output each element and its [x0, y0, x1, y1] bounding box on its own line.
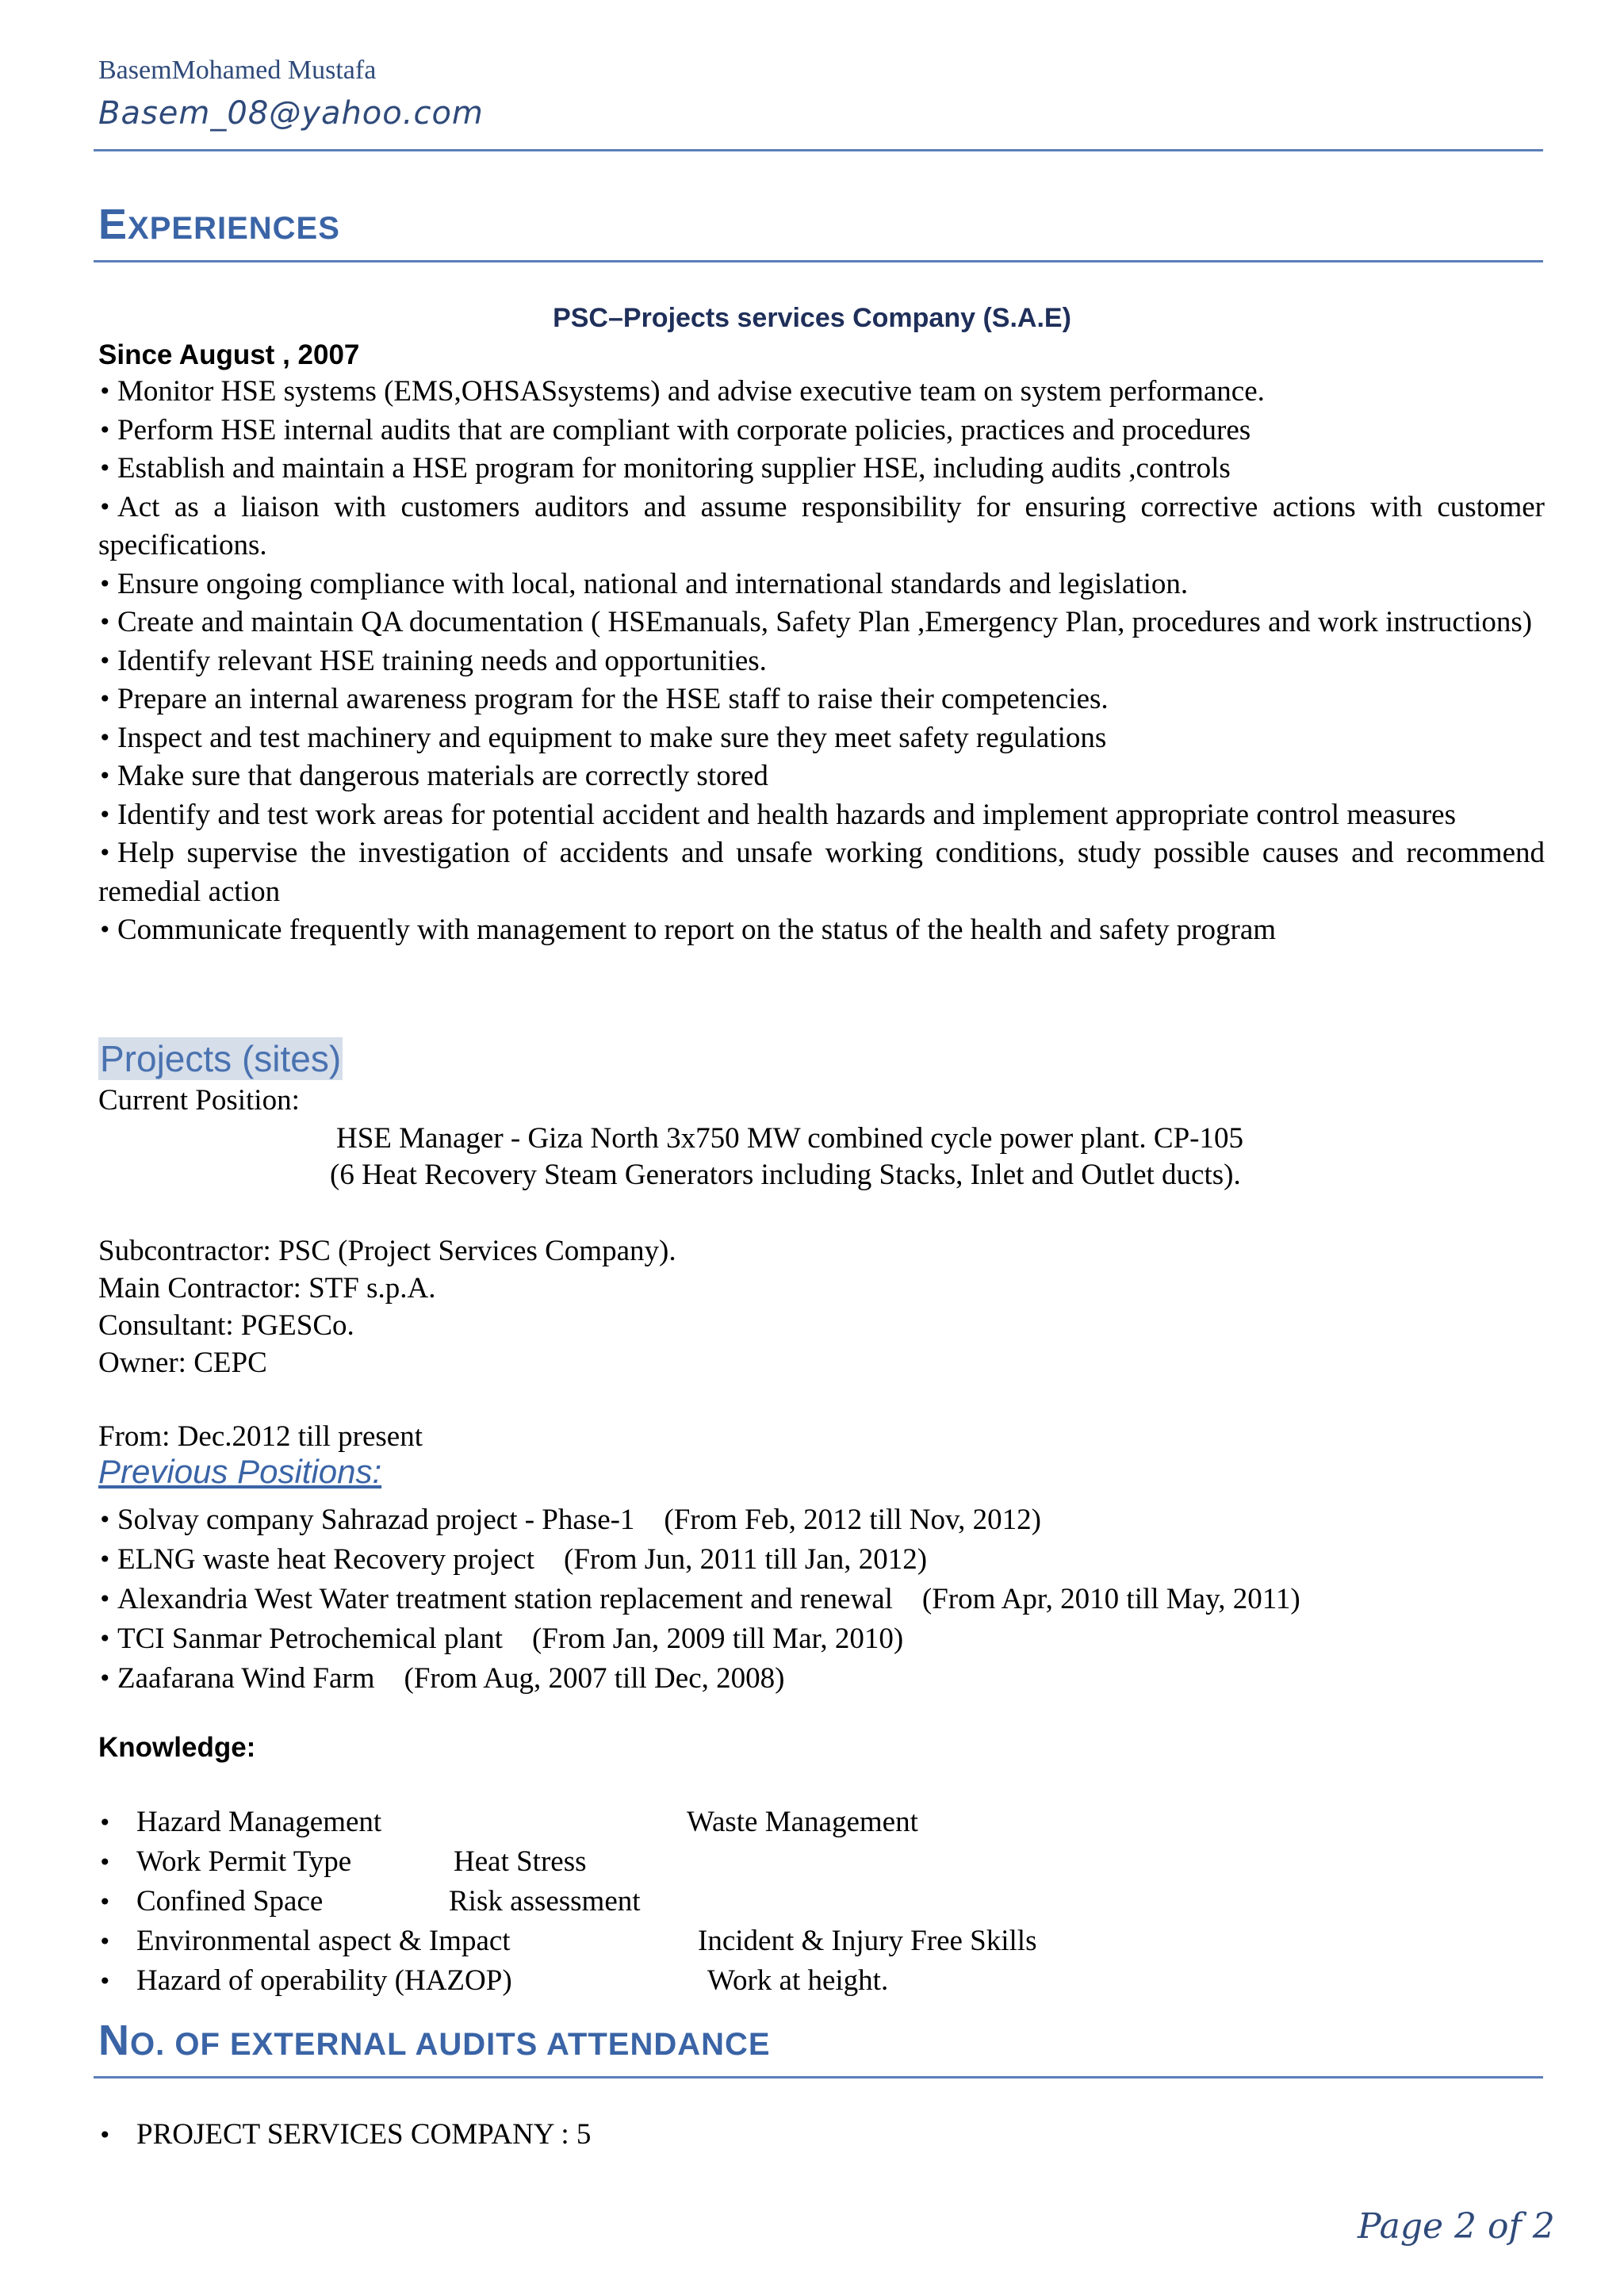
owner: Owner: CEPC — [98, 1347, 267, 1379]
author-name: BasemMohamed Mustafa — [98, 56, 377, 85]
bullet-icon: • — [98, 1889, 112, 1915]
page-number: Page 2 of 2 — [1358, 2206, 1555, 2247]
consultant: Consultant: PGESCo. — [98, 1309, 354, 1342]
company-name: PSC–Projects services Company (S.A.E) — [553, 303, 1071, 333]
list-item: • Communicate frequently with management to report on the status of the health and safety program — [98, 911, 1545, 950]
experiences-heading: EXPERIENCES — [98, 201, 340, 248]
list-item: • Identify relevant HSE training needs and opportunities. — [98, 642, 1545, 681]
bullet-icon: • — [98, 647, 112, 674]
list-item: • TCI Sanmar Petrochemical plant (From Jan, 2009 till Mar, 2010) — [98, 1619, 1300, 1659]
bullet-icon: • — [98, 378, 112, 404]
list-item: • Alexandria West Water treatment station replacement and renewal (From Apr, 2010 till May, 2011) — [98, 1580, 1300, 1619]
previous-positions-heading: Previous Positions: — [98, 1453, 382, 1490]
bullet-icon: • — [98, 493, 112, 520]
bullet-icon: • — [98, 840, 112, 866]
employment-start: Since August , 2007 — [98, 339, 360, 370]
list-item: • Ensure ongoing compliance with local, national and international standards and legislation. — [98, 565, 1545, 604]
current-position-scope: (6 Heat Recovery Steam Generators including Stacks, Inlet and Outlet ducts). — [330, 1159, 1241, 1191]
list-item: • ELNG waste heat Recovery project (From Jun, 2011 till Jan, 2012) — [98, 1540, 1300, 1580]
knowledge-item: Hazard Management — [136, 1806, 382, 1838]
bullet-icon: • — [98, 1849, 112, 1875]
projects-heading: Projects (sites) — [100, 1038, 342, 1079]
bullet-icon: • — [98, 1968, 112, 1994]
bullet-icon: • — [98, 570, 112, 597]
knowledge-item: Waste Management — [687, 1806, 918, 1838]
list-item: • Establish and maintain a HSE program for monitoring supplier HSE, including audits ,controls — [98, 450, 1545, 489]
bullet-icon: • — [98, 763, 112, 789]
list-item: • Perform HSE internal audits that are compliant with corporate policies, practices and procedures — [98, 412, 1545, 450]
knowledge-item: Environmental aspect & Impact — [136, 1925, 511, 1957]
bullet-icon: • — [98, 724, 112, 751]
knowledge-item: Work at height. — [707, 1964, 889, 1997]
subcontractor: Subcontractor: PSC (Project Services Company). — [98, 1235, 676, 1267]
bullet-icon: • — [98, 686, 112, 712]
experiences-divider — [94, 260, 1543, 262]
main-contractor: Main Contractor: STF s.p.A. — [98, 1272, 436, 1305]
list-item: • Act as a liaison with customers auditors and assume responsibility for ensuring corrective actions with customer specifications. — [98, 489, 1545, 565]
bullet-icon: • — [98, 609, 112, 635]
bullet-icon: • — [98, 1626, 112, 1652]
list-item: • Solvay company Sahrazad project - Phase-1 (From Feb, 2012 till Nov, 2012) — [98, 1500, 1300, 1540]
bullet-icon: • — [98, 1929, 112, 1955]
bullet-icon: • — [98, 1546, 112, 1573]
bullet-icon: • — [98, 1665, 112, 1692]
knowledge-item: Confined Space — [136, 1885, 324, 1918]
knowledge-item: Incident & Injury Free Skills — [698, 1925, 1037, 1957]
current-position-label: Current Position: — [98, 1084, 300, 1117]
audits-heading: NO. OF EXTERNAL AUDITS ATTENDANCE — [98, 2017, 771, 2064]
knowledge-item: Hazard of operability (HAZOP) — [136, 1964, 512, 1997]
list-item: • Help supervise the investigation of accidents and unsafe working conditions, study possible causes and recommend remedial action — [98, 834, 1545, 911]
bullet-icon: • — [98, 1586, 112, 1612]
duties-list — [98, 373, 1545, 950]
knowledge-item: Risk assessment — [449, 1885, 641, 1918]
knowledge-item: Heat Stress — [454, 1845, 587, 1878]
header-divider — [94, 149, 1543, 151]
audits-divider — [94, 2076, 1543, 2079]
list-item: • Monitor HSE systems (EMS,OHSASsystems) and advise executive team on system performance. — [98, 373, 1545, 412]
list-item: • Inspect and test machinery and equipment to make sure they meet safety regulations — [98, 719, 1545, 758]
list-item: • Create and maintain QA documentation ( HSEmanuals, Safety Plan ,Emergency Plan, procedures and work instructions) — [98, 603, 1545, 642]
bullet-icon: • — [98, 455, 112, 481]
audit-item: PROJECT SERVICES COMPANY : 5 — [136, 2118, 592, 2151]
bullet-icon: • — [98, 801, 112, 828]
author-email: Basem_08@yahoo.com — [98, 95, 484, 132]
knowledge-heading: Knowledge: — [98, 1732, 256, 1763]
list-item: • Prepare an internal awareness program for the HSE staff to raise their competencies. — [98, 680, 1545, 719]
list-item: • Identify and test work areas for potential accident and health hazards and implement appropriate control measures — [98, 796, 1545, 835]
previous-positions-list — [98, 1500, 1300, 1699]
bullet-icon: • — [98, 917, 112, 943]
current-position-title: HSE Manager - Giza North 3x750 MW combined cycle power plant. CP-105 — [336, 1122, 1244, 1155]
knowledge-item: Work Permit Type — [136, 1845, 352, 1878]
bullet-icon: • — [98, 2122, 112, 2148]
position-period: From: Dec.2012 till present — [98, 1420, 423, 1453]
list-item: • Zaafarana Wind Farm (From Aug, 2007 till Dec, 2008) — [98, 1659, 1300, 1699]
bullet-icon: • — [98, 416, 112, 443]
bullet-icon: • — [98, 1810, 112, 1836]
list-item: • Make sure that dangerous materials are correctly stored — [98, 757, 1545, 796]
bullet-icon: • — [98, 1507, 112, 1533]
